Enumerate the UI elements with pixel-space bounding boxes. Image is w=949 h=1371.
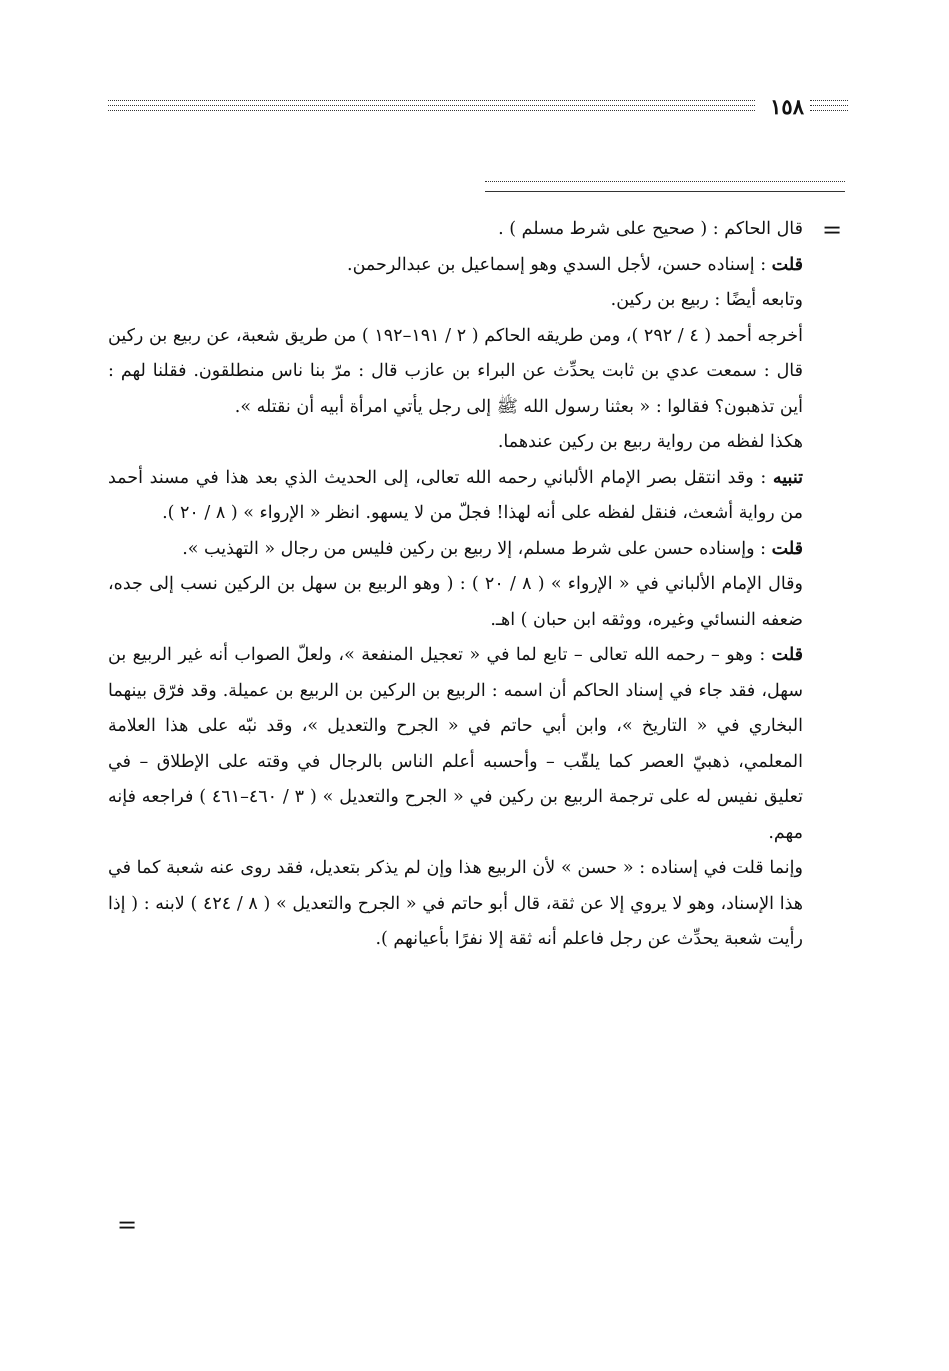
header-rule-left [108,105,755,106]
paragraph: قلت : وهو – رحمه الله تعالى – تابع لما في « تعجيل المنفعة »، ولعلّ الصواب أنه غير الربيع بن سهل، فقد جاء في إسناد الحاكم أن اسمه : الربيع بن الركين بن الربيع بن عميلة. وقد فرّق بينهما البخاري في « التاريخ »، وابن أبي حاتم في « الجرح والتعديل »، وقد نبّه على هذا العلامة المعلمي، ذهبيّ العصر كما يلقّب – وأحسبه أعلم الناس بالرجال في وقته على الإطلاق – في تعليق نفيس له على ترجمة الربيع بن ركين في « الجرح والتعديل » ( ٣ / ٤٦٠–٤٦١ ) فراجعه فإنه مهم. [108,645,803,843]
footnote-text [108,212,803,958]
paragraph: وقال الإمام الألباني في « الإرواء » ( ٨ / ٢٠ ) : ( وهو الربيع بن سهل بن الركين نسب إلى جده، ضعفه النسائي وغيره، ووثقه ابن حبان ) اهـ. [108,574,803,630]
header-rule-right [810,110,848,111]
paragraph: أخرجه أحمد ( ٤ / ٢٩٢ )، ومن طريقه الحاكم ( ٢ / ١٩١–١٩٢ ) من طريق شعبة، عن ربيع بن ركين قال : سمعت عدي بن ثابت يحدِّث عن البراء بن عازب قال : مرّ بنا ناس منطلقون. فقلنا لهم : أين تذهبون؟ فقالوا : « بعثنا رسول الله ﷺ إلى رجل يأتي امرأة أبيه أن نقتله ». [108,325,803,417]
page-number: ١٥٨ [770,94,804,119]
header-rule-right [810,105,848,106]
header-rule-left [108,100,755,101]
paragraph: قلت : إسناده حسن، لأجل السدي وهو إسماعيل بن عبدالرحمن. [347,254,803,275]
header-rule-left [108,110,755,111]
footnote-separator [485,178,845,192]
paragraph: قال الحاكم : ( صحيح على شرط مسلم ) . [498,219,803,239]
header-rule-right [810,100,848,101]
keyword-qultu: قلت [771,538,803,559]
paragraph: تنبيه : وقد انتقل بصر الإمام الألباني رحمه الله تعالى، إلى الحديث الذي بعد هذا في مسند أحمد من رواية أشعث، فنقل لفظه على أنه لهذا! فجلّ من لا يسهو. انظر « الإرواء » ( ٨ / ٢٠ ). [108,467,803,523]
continuation-mark-top: = [822,216,843,244]
paragraph: وتابعه أيضًا : ربيع بن ركين. [610,290,803,310]
paragraph: قلت : وإسناده حسن على شرط مسلم، إلا ربيع بن ركين فليس من رجال « التهذيب ». [182,538,803,559]
paragraph: هكذا لفظه من رواية ربيع بن ركين عندهما. [497,432,803,452]
keyword-qultu: قلت [771,645,803,665]
paragraph: وإنما قلت في إسناده : « حسن » لأن الربيع هذا وإن لم يذكر بتعديل، فقد روى عنه شعبة كما في هذا الإسناد، وهو لا يروي إلا عن ثقة، قال أبو حاتم في « الجرح والتعديل » ( ٨ / ٤٢٤ ) لابنه : ( إذا رأيت شعبة يحدِّث عن رجل فاعلم أنه ثقة إلا نفرًا بأعيانهم ). [108,858,803,949]
keyword-qultu: قلت [771,254,803,275]
keyword-tanbih: تنبيه [772,467,803,488]
continuation-mark-bottom: = [117,1211,138,1239]
page-header [108,92,848,122]
